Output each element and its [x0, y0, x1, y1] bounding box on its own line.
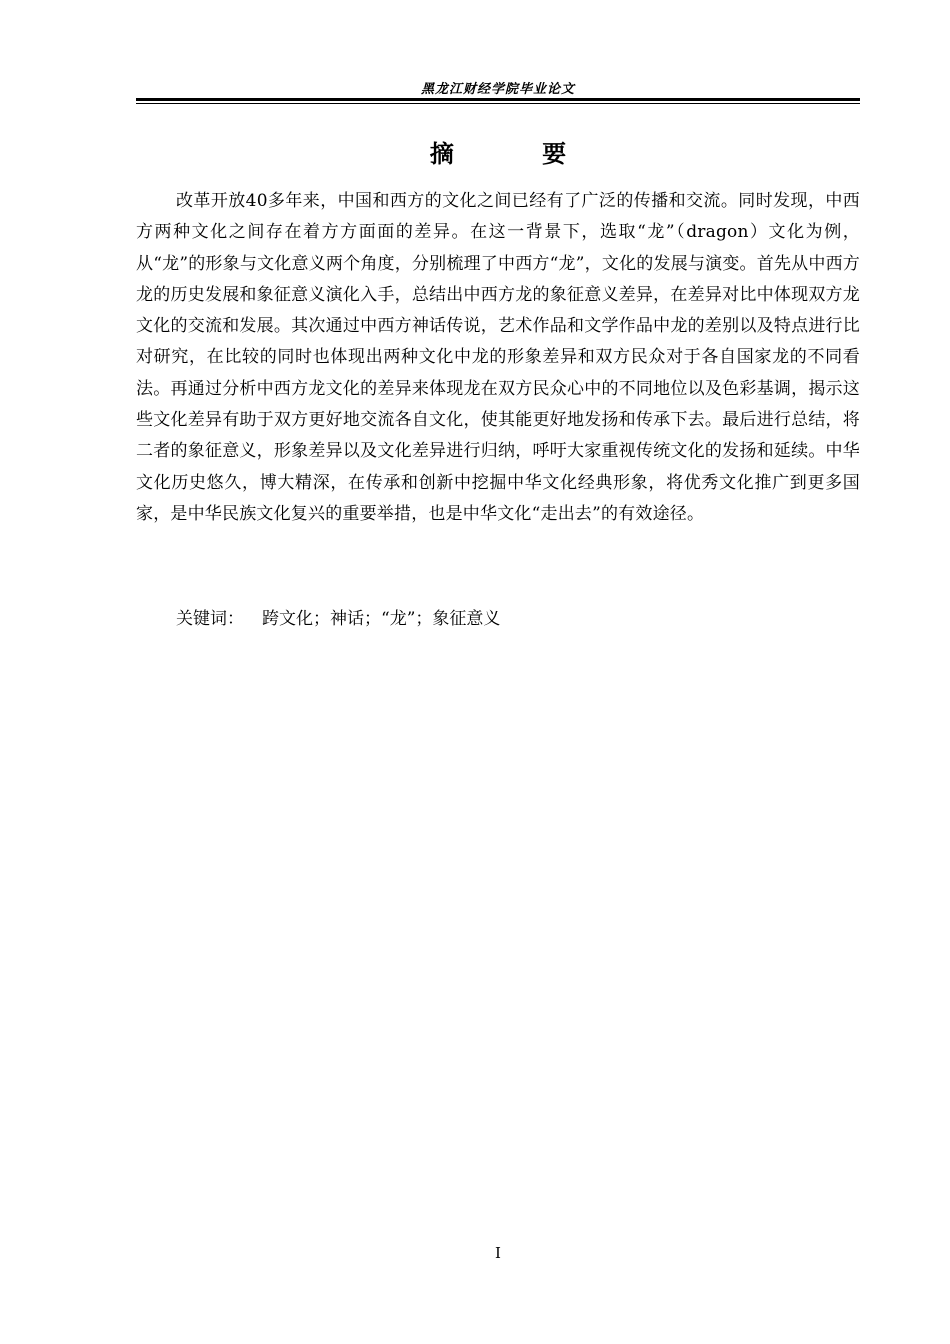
abstract-paragraph: 改革开放40多年来，中国和西方的文化之间已经有了广泛的传播和交流。同时发现，中西方两种文化之间存在着方方面面的差异。在这一背景下，选取“龙”（dragon）文化为例，从“龙”的形象与文化意义两个角度，分别梳理了中西方“龙”，文化的发展与演变。首先从中西方龙的历史发展和象征意义演化入手，总结出中西方龙的象征意义差异，在差异对比中体现双方龙文化的交流和发展。其次通过中西方神话传说，艺术作品和文学作品中龙的差别以及特点进行比对研究，在比较的同时也体现出两种文化中龙的形象差异和双方民众对于各自国家龙的不同看法。再通过分析中西方龙文化的差异来体现龙在双方民众心中的不同地位以及色彩基调，揭示这些文化差异有助于双方更好地交流各自文化，使其能更好地发扬和传承下去。最后进行总结，将二者的象征意义，形象差异以及文化差异进行归纳，呼吁大家重视传统文化的发扬和延续。中华文化历史悠久，博大精深，在传承和创新中挖掘中华文化经典形象，将优秀文化推广到更多国家，是中华民族文化复兴的重要举措，也是中华文化“走出去”的有效途径。	[136, 191, 860, 524]
keywords-line	[176, 604, 500, 629]
header-rule-thick	[136, 98, 860, 101]
keywords-label: 关键词：	[176, 609, 244, 629]
page-number: I	[495, 1244, 501, 1262]
section-title: 摘 要	[429, 139, 607, 168]
header-rule-thin	[136, 103, 860, 104]
page-header-title: 黑龙江财经学院毕业论文	[420, 82, 575, 97]
keywords-value: 跨文化；神话；“龙”；象征意义	[262, 609, 501, 629]
